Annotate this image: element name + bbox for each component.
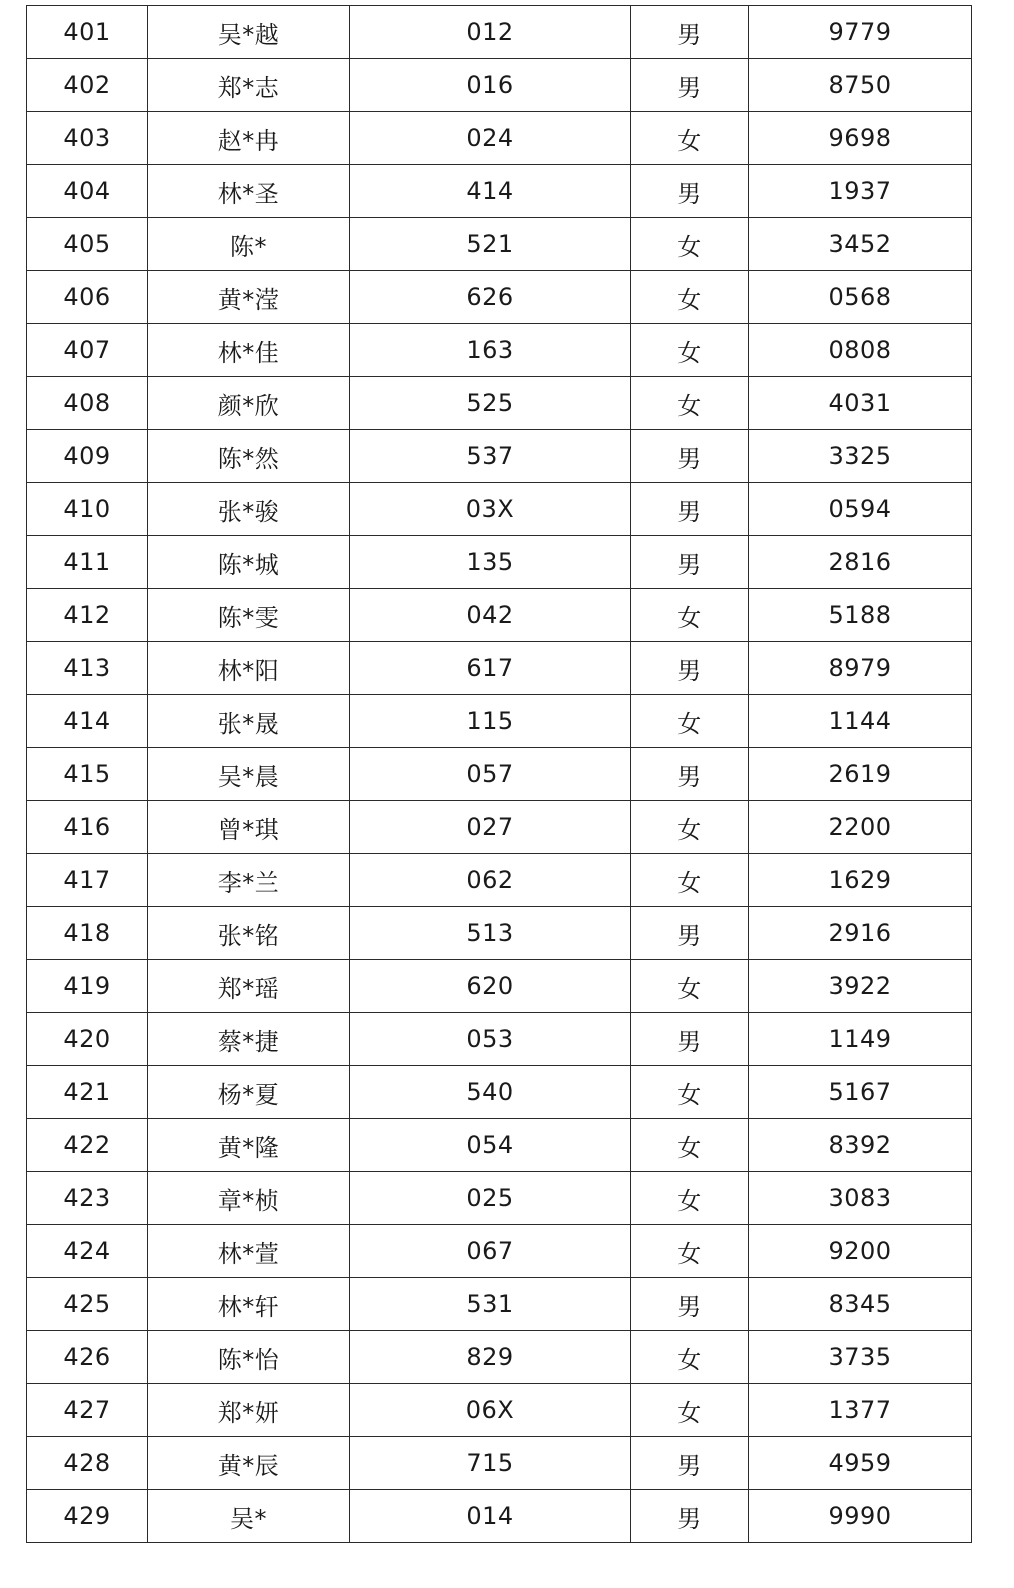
cell-gender: 女 (631, 854, 749, 907)
cell-name: 蔡*捷 (148, 1013, 350, 1066)
cell-number: 423 (27, 1172, 148, 1225)
cell-name: 李*兰 (148, 854, 350, 907)
cell-id-suffix: 042 (350, 589, 631, 642)
cell-name: 陈* (148, 218, 350, 271)
cell-id-suffix: 525 (350, 377, 631, 430)
cell-id-suffix: 067 (350, 1225, 631, 1278)
table-row (27, 483, 972, 536)
table-row (27, 1437, 972, 1490)
cell-name: 黄*辰 (148, 1437, 350, 1490)
cell-code: 9990 (749, 1490, 972, 1543)
cell-code: 9779 (749, 6, 972, 59)
cell-gender: 女 (631, 589, 749, 642)
table-row (27, 960, 972, 1013)
cell-name: 林*佳 (148, 324, 350, 377)
cell-gender: 女 (631, 112, 749, 165)
table-row (27, 430, 972, 483)
cell-code: 3735 (749, 1331, 972, 1384)
cell-code: 2816 (749, 536, 972, 589)
table-row (27, 6, 972, 59)
cell-gender: 男 (631, 642, 749, 695)
cell-number: 421 (27, 1066, 148, 1119)
cell-id-suffix: 521 (350, 218, 631, 271)
cell-code: 8750 (749, 59, 972, 112)
cell-gender: 女 (631, 218, 749, 271)
cell-number: 429 (27, 1490, 148, 1543)
table-row (27, 854, 972, 907)
cell-id-suffix: 626 (350, 271, 631, 324)
cell-name: 杨*夏 (148, 1066, 350, 1119)
cell-number: 422 (27, 1119, 148, 1172)
cell-gender: 男 (631, 1437, 749, 1490)
cell-gender: 男 (631, 1490, 749, 1543)
cell-code: 3325 (749, 430, 972, 483)
cell-gender: 女 (631, 1119, 749, 1172)
cell-number: 402 (27, 59, 148, 112)
table-row (27, 907, 972, 960)
cell-code: 3452 (749, 218, 972, 271)
cell-number: 401 (27, 6, 148, 59)
cell-id-suffix: 414 (350, 165, 631, 218)
cell-id-suffix: 016 (350, 59, 631, 112)
cell-name: 郑*瑶 (148, 960, 350, 1013)
cell-name: 黄*滢 (148, 271, 350, 324)
table-row (27, 271, 972, 324)
cell-gender: 女 (631, 695, 749, 748)
cell-gender: 女 (631, 1331, 749, 1384)
cell-gender: 女 (631, 1384, 749, 1437)
cell-gender: 女 (631, 377, 749, 430)
table-row (27, 1278, 972, 1331)
table-row (27, 1013, 972, 1066)
cell-gender: 男 (631, 907, 749, 960)
cell-name: 章*桢 (148, 1172, 350, 1225)
cell-name: 吴* (148, 1490, 350, 1543)
cell-number: 426 (27, 1331, 148, 1384)
cell-code: 0594 (749, 483, 972, 536)
table-row (27, 1331, 972, 1384)
cell-name: 林*阳 (148, 642, 350, 695)
roster-table (26, 5, 972, 1543)
cell-code: 1629 (749, 854, 972, 907)
cell-id-suffix: 115 (350, 695, 631, 748)
cell-code: 1937 (749, 165, 972, 218)
cell-code: 4031 (749, 377, 972, 430)
cell-number: 408 (27, 377, 148, 430)
cell-number: 406 (27, 271, 148, 324)
cell-number: 405 (27, 218, 148, 271)
cell-name: 张*晟 (148, 695, 350, 748)
cell-gender: 女 (631, 1172, 749, 1225)
cell-number: 428 (27, 1437, 148, 1490)
cell-name: 林*圣 (148, 165, 350, 218)
cell-name: 陈*雯 (148, 589, 350, 642)
cell-id-suffix: 025 (350, 1172, 631, 1225)
cell-gender: 女 (631, 801, 749, 854)
cell-id-suffix: 014 (350, 1490, 631, 1543)
cell-name: 黄*隆 (148, 1119, 350, 1172)
cell-gender: 男 (631, 748, 749, 801)
cell-id-suffix: 053 (350, 1013, 631, 1066)
cell-name: 吴*越 (148, 6, 350, 59)
cell-code: 5167 (749, 1066, 972, 1119)
cell-gender: 男 (631, 536, 749, 589)
cell-number: 414 (27, 695, 148, 748)
cell-number: 403 (27, 112, 148, 165)
cell-code: 3922 (749, 960, 972, 1013)
cell-code: 9200 (749, 1225, 972, 1278)
cell-name: 张*骏 (148, 483, 350, 536)
table-row (27, 377, 972, 430)
cell-id-suffix: 135 (350, 536, 631, 589)
cell-id-suffix: 537 (350, 430, 631, 483)
cell-number: 420 (27, 1013, 148, 1066)
table-row (27, 1384, 972, 1437)
cell-name: 陈*城 (148, 536, 350, 589)
cell-code: 2619 (749, 748, 972, 801)
cell-id-suffix: 054 (350, 1119, 631, 1172)
table-row (27, 165, 972, 218)
cell-number: 427 (27, 1384, 148, 1437)
cell-code: 1149 (749, 1013, 972, 1066)
cell-id-suffix: 163 (350, 324, 631, 377)
cell-name: 郑*志 (148, 59, 350, 112)
cell-name: 林*轩 (148, 1278, 350, 1331)
cell-name: 张*铭 (148, 907, 350, 960)
cell-number: 411 (27, 536, 148, 589)
cell-name: 颜*欣 (148, 377, 350, 430)
cell-name: 吴*晨 (148, 748, 350, 801)
cell-number: 415 (27, 748, 148, 801)
table-row (27, 1119, 972, 1172)
cell-id-suffix: 012 (350, 6, 631, 59)
table-row (27, 589, 972, 642)
table-row (27, 1066, 972, 1119)
table-row (27, 324, 972, 377)
cell-code: 0568 (749, 271, 972, 324)
cell-number: 410 (27, 483, 148, 536)
cell-id-suffix: 024 (350, 112, 631, 165)
cell-number: 425 (27, 1278, 148, 1331)
cell-id-suffix: 057 (350, 748, 631, 801)
cell-id-suffix: 03X (350, 483, 631, 536)
cell-code: 9698 (749, 112, 972, 165)
cell-gender: 女 (631, 1225, 749, 1278)
cell-name: 赵*冉 (148, 112, 350, 165)
cell-number: 413 (27, 642, 148, 695)
cell-code: 4959 (749, 1437, 972, 1490)
cell-number: 404 (27, 165, 148, 218)
cell-id-suffix: 531 (350, 1278, 631, 1331)
cell-gender: 男 (631, 483, 749, 536)
cell-gender: 男 (631, 1013, 749, 1066)
cell-number: 424 (27, 1225, 148, 1278)
cell-code: 2200 (749, 801, 972, 854)
table-row (27, 695, 972, 748)
cell-name: 陈*然 (148, 430, 350, 483)
cell-code: 1144 (749, 695, 972, 748)
cell-number: 407 (27, 324, 148, 377)
cell-code: 2916 (749, 907, 972, 960)
cell-gender: 女 (631, 324, 749, 377)
cell-name: 曾*琪 (148, 801, 350, 854)
table-row (27, 1172, 972, 1225)
table-row (27, 801, 972, 854)
cell-code: 8345 (749, 1278, 972, 1331)
cell-name: 林*萱 (148, 1225, 350, 1278)
cell-number: 418 (27, 907, 148, 960)
cell-name: 陈*怡 (148, 1331, 350, 1384)
table-row (27, 536, 972, 589)
cell-id-suffix: 062 (350, 854, 631, 907)
table-row (27, 642, 972, 695)
cell-code: 5188 (749, 589, 972, 642)
cell-number: 409 (27, 430, 148, 483)
cell-number: 419 (27, 960, 148, 1013)
table-row (27, 1490, 972, 1543)
cell-gender: 男 (631, 430, 749, 483)
table-row (27, 59, 972, 112)
cell-code: 3083 (749, 1172, 972, 1225)
cell-code: 8392 (749, 1119, 972, 1172)
cell-number: 417 (27, 854, 148, 907)
cell-id-suffix: 513 (350, 907, 631, 960)
roster-sheet (26, 5, 972, 1543)
cell-code: 0808 (749, 324, 972, 377)
cell-gender: 女 (631, 271, 749, 324)
cell-gender: 男 (631, 1278, 749, 1331)
cell-id-suffix: 617 (350, 642, 631, 695)
cell-gender: 男 (631, 59, 749, 112)
cell-gender: 男 (631, 6, 749, 59)
cell-name: 郑*妍 (148, 1384, 350, 1437)
cell-gender: 女 (631, 960, 749, 1013)
table-row (27, 1225, 972, 1278)
cell-gender: 男 (631, 165, 749, 218)
cell-number: 416 (27, 801, 148, 854)
table-row (27, 112, 972, 165)
cell-id-suffix: 540 (350, 1066, 631, 1119)
table-row (27, 218, 972, 271)
cell-gender: 女 (631, 1066, 749, 1119)
cell-id-suffix: 06X (350, 1384, 631, 1437)
cell-number: 412 (27, 589, 148, 642)
roster-table-body (27, 6, 972, 1543)
cell-id-suffix: 829 (350, 1331, 631, 1384)
cell-id-suffix: 715 (350, 1437, 631, 1490)
cell-id-suffix: 027 (350, 801, 631, 854)
cell-code: 1377 (749, 1384, 972, 1437)
cell-code: 8979 (749, 642, 972, 695)
table-row (27, 748, 972, 801)
cell-id-suffix: 620 (350, 960, 631, 1013)
